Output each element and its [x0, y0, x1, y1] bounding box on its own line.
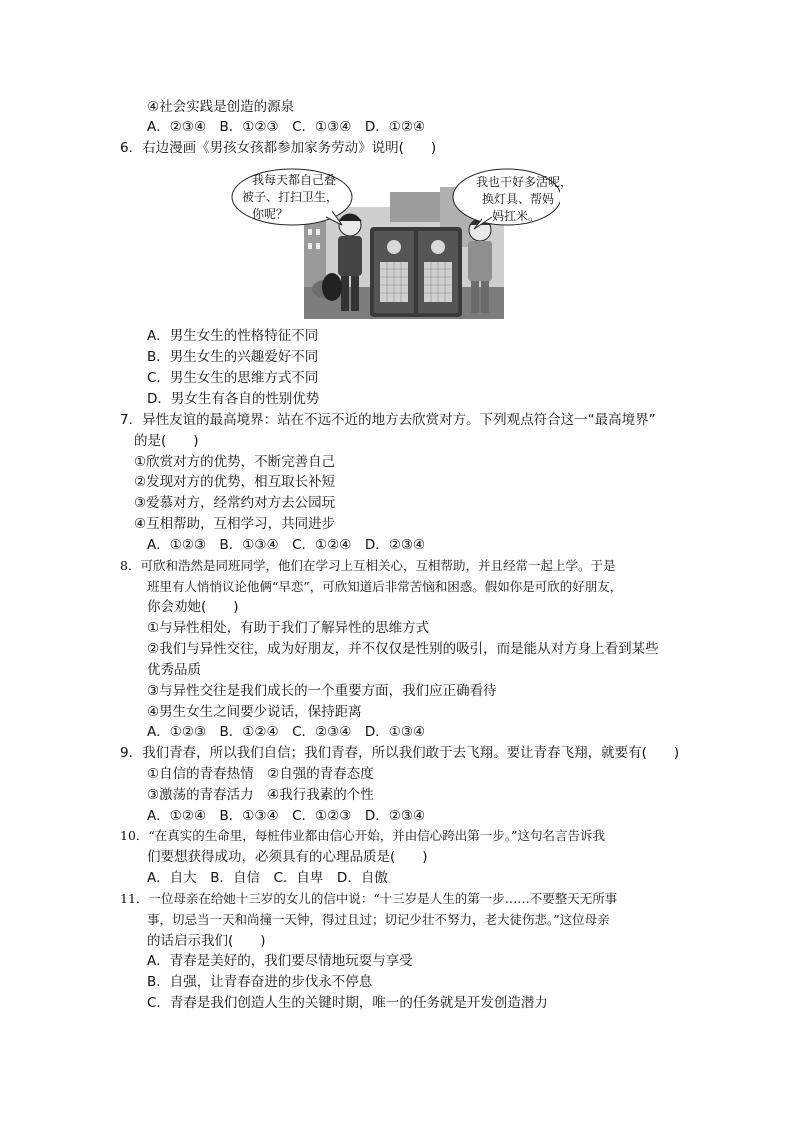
q6-option-c: C．男生女生的思维方式不同 — [147, 370, 319, 386]
q7-item-3: ③爱慕对方，经常约对方去公园玩 — [134, 495, 336, 511]
q11-stem-line-3: 的话启示我们( ) — [147, 933, 266, 949]
q11-option-b: B．自强，让青春奋进的步伐永不停息 — [147, 974, 373, 990]
q6-option-b: B．男生女生的兴趣爱好不同 — [147, 349, 319, 365]
bubble-right-line-1: 我也干好多活呢， — [476, 175, 573, 189]
q6-option-a: A．男生女生的性格特征不同 — [147, 328, 319, 344]
q8-item-2: ②我们与异性交往，成为好朋友，并不仅仅是性别的吸引，而是能从对方身上看到某些 — [147, 641, 659, 657]
bubble-left-line-3: 你呢？ — [252, 207, 289, 221]
q7-options: A．①②③ B．①③④ C．①②④ D．②③④ — [147, 537, 426, 553]
q8-item-4: ④男生女生之间要少说话，保持距离 — [147, 704, 362, 720]
q7-item-4: ④互相帮助，互相学习，共同进步 — [134, 516, 336, 532]
q5-options: A．②③④ B．①②③ C．①③④ D．①②④ — [147, 119, 426, 135]
q6-option-d: D．男女生有各自的性别优势 — [147, 391, 320, 407]
bubble-left-line-2: 被子、打扫卫生， — [242, 190, 339, 204]
q5-item-4: ④社会实践是创造的源泉 — [147, 99, 295, 115]
q11-option-a: A．青春是美好的，我们要尽情地玩耍与享受 — [147, 953, 413, 969]
q8-stem-line-1: 8．可欣和浩然是同班同学，他们在学习上互相关心，互相帮助，并且经常一起上学。于是 — [120, 558, 616, 573]
q11-stem-line-2: 事，切忌当一天和尚撞一天钟，得过且过；切记少壮不努力，老大徒伤悲。”这位母亲 — [147, 912, 610, 927]
speech-bubble-girl — [242, 172, 339, 223]
q8-item-2-cont: 优秀品质 — [147, 662, 201, 678]
q9-options: A．①②④ B．①③④ C．①②③ D．②③④ — [147, 808, 426, 824]
q9-stem: 9．我们青春，所以我们自信；我们青春，所以我们敢于去飞翔。要让青春飞翔，就要有( ) — [120, 745, 680, 761]
q6-stem: 6．右边漫画《男孩女孩都参加家务劳动》说明( ) — [120, 140, 437, 156]
q8-item-1: ①与异性相处，有助于我们了解异性的思维方式 — [147, 620, 430, 636]
q10-options: A．自大 B．自信 C．自卑 D．自傲 — [147, 870, 388, 886]
bubble-right-line-3: 妈扛米。 — [492, 209, 541, 223]
q9-items-1: ①自信的青春热情 ②自强的青春态度 — [147, 766, 374, 782]
q11-stem-line-1: 11．一位母亲在给她十三岁的女儿的信中说：“十三岁是人生的第一步……不要整天无所事 — [120, 891, 618, 906]
q8-stem-line-3: 你会劝她( ) — [147, 599, 239, 615]
speech-bubble-boy — [476, 174, 572, 225]
q8-options: A．①②③ B．①②④ C．②③④ D．①③④ — [147, 724, 426, 740]
q7-item-2: ②发现对方的优势，相互取长补短 — [134, 474, 336, 490]
q8-item-3: ③与异性交往是我们成长的一个重要方面，我们应正确看待 — [147, 683, 497, 699]
q11-option-c: C．青春是我们创造人生的关键时期，唯一的任务就是开发创造潜力 — [147, 995, 548, 1011]
q7-stem-line-2: 的是( ) — [134, 433, 199, 449]
q9-items-2: ③激荡的青春活力 ④我行我素的个性 — [147, 787, 374, 803]
q7-stem-line-1: 7．异性友谊的最高境界：站在不远不近的地方去欣赏对方。下列观点符合这一“最高境界” — [120, 412, 656, 428]
q8-stem-line-2: 班里有人悄悄议论他俩“早恋”，可欣知道后非常苦恼和困惑。假如你是可欣的好朋友， — [147, 579, 623, 594]
q10-stem-line-1: 10．“在真实的生命里，每桩伟业都由信心开始，并由信心跨出第一步。”这句名言告诉我 — [120, 828, 605, 843]
q10-stem-line-2: 们要想获得成功，必须具有的心理品质是( ) — [147, 849, 428, 865]
bubble-left-line-1: 我每天都自己叠 — [252, 173, 337, 187]
bubble-right-line-2: 换灯具、帮妈 — [482, 192, 555, 206]
q7-item-1: ①欣赏对方的优势，不断完善自己 — [134, 454, 336, 470]
